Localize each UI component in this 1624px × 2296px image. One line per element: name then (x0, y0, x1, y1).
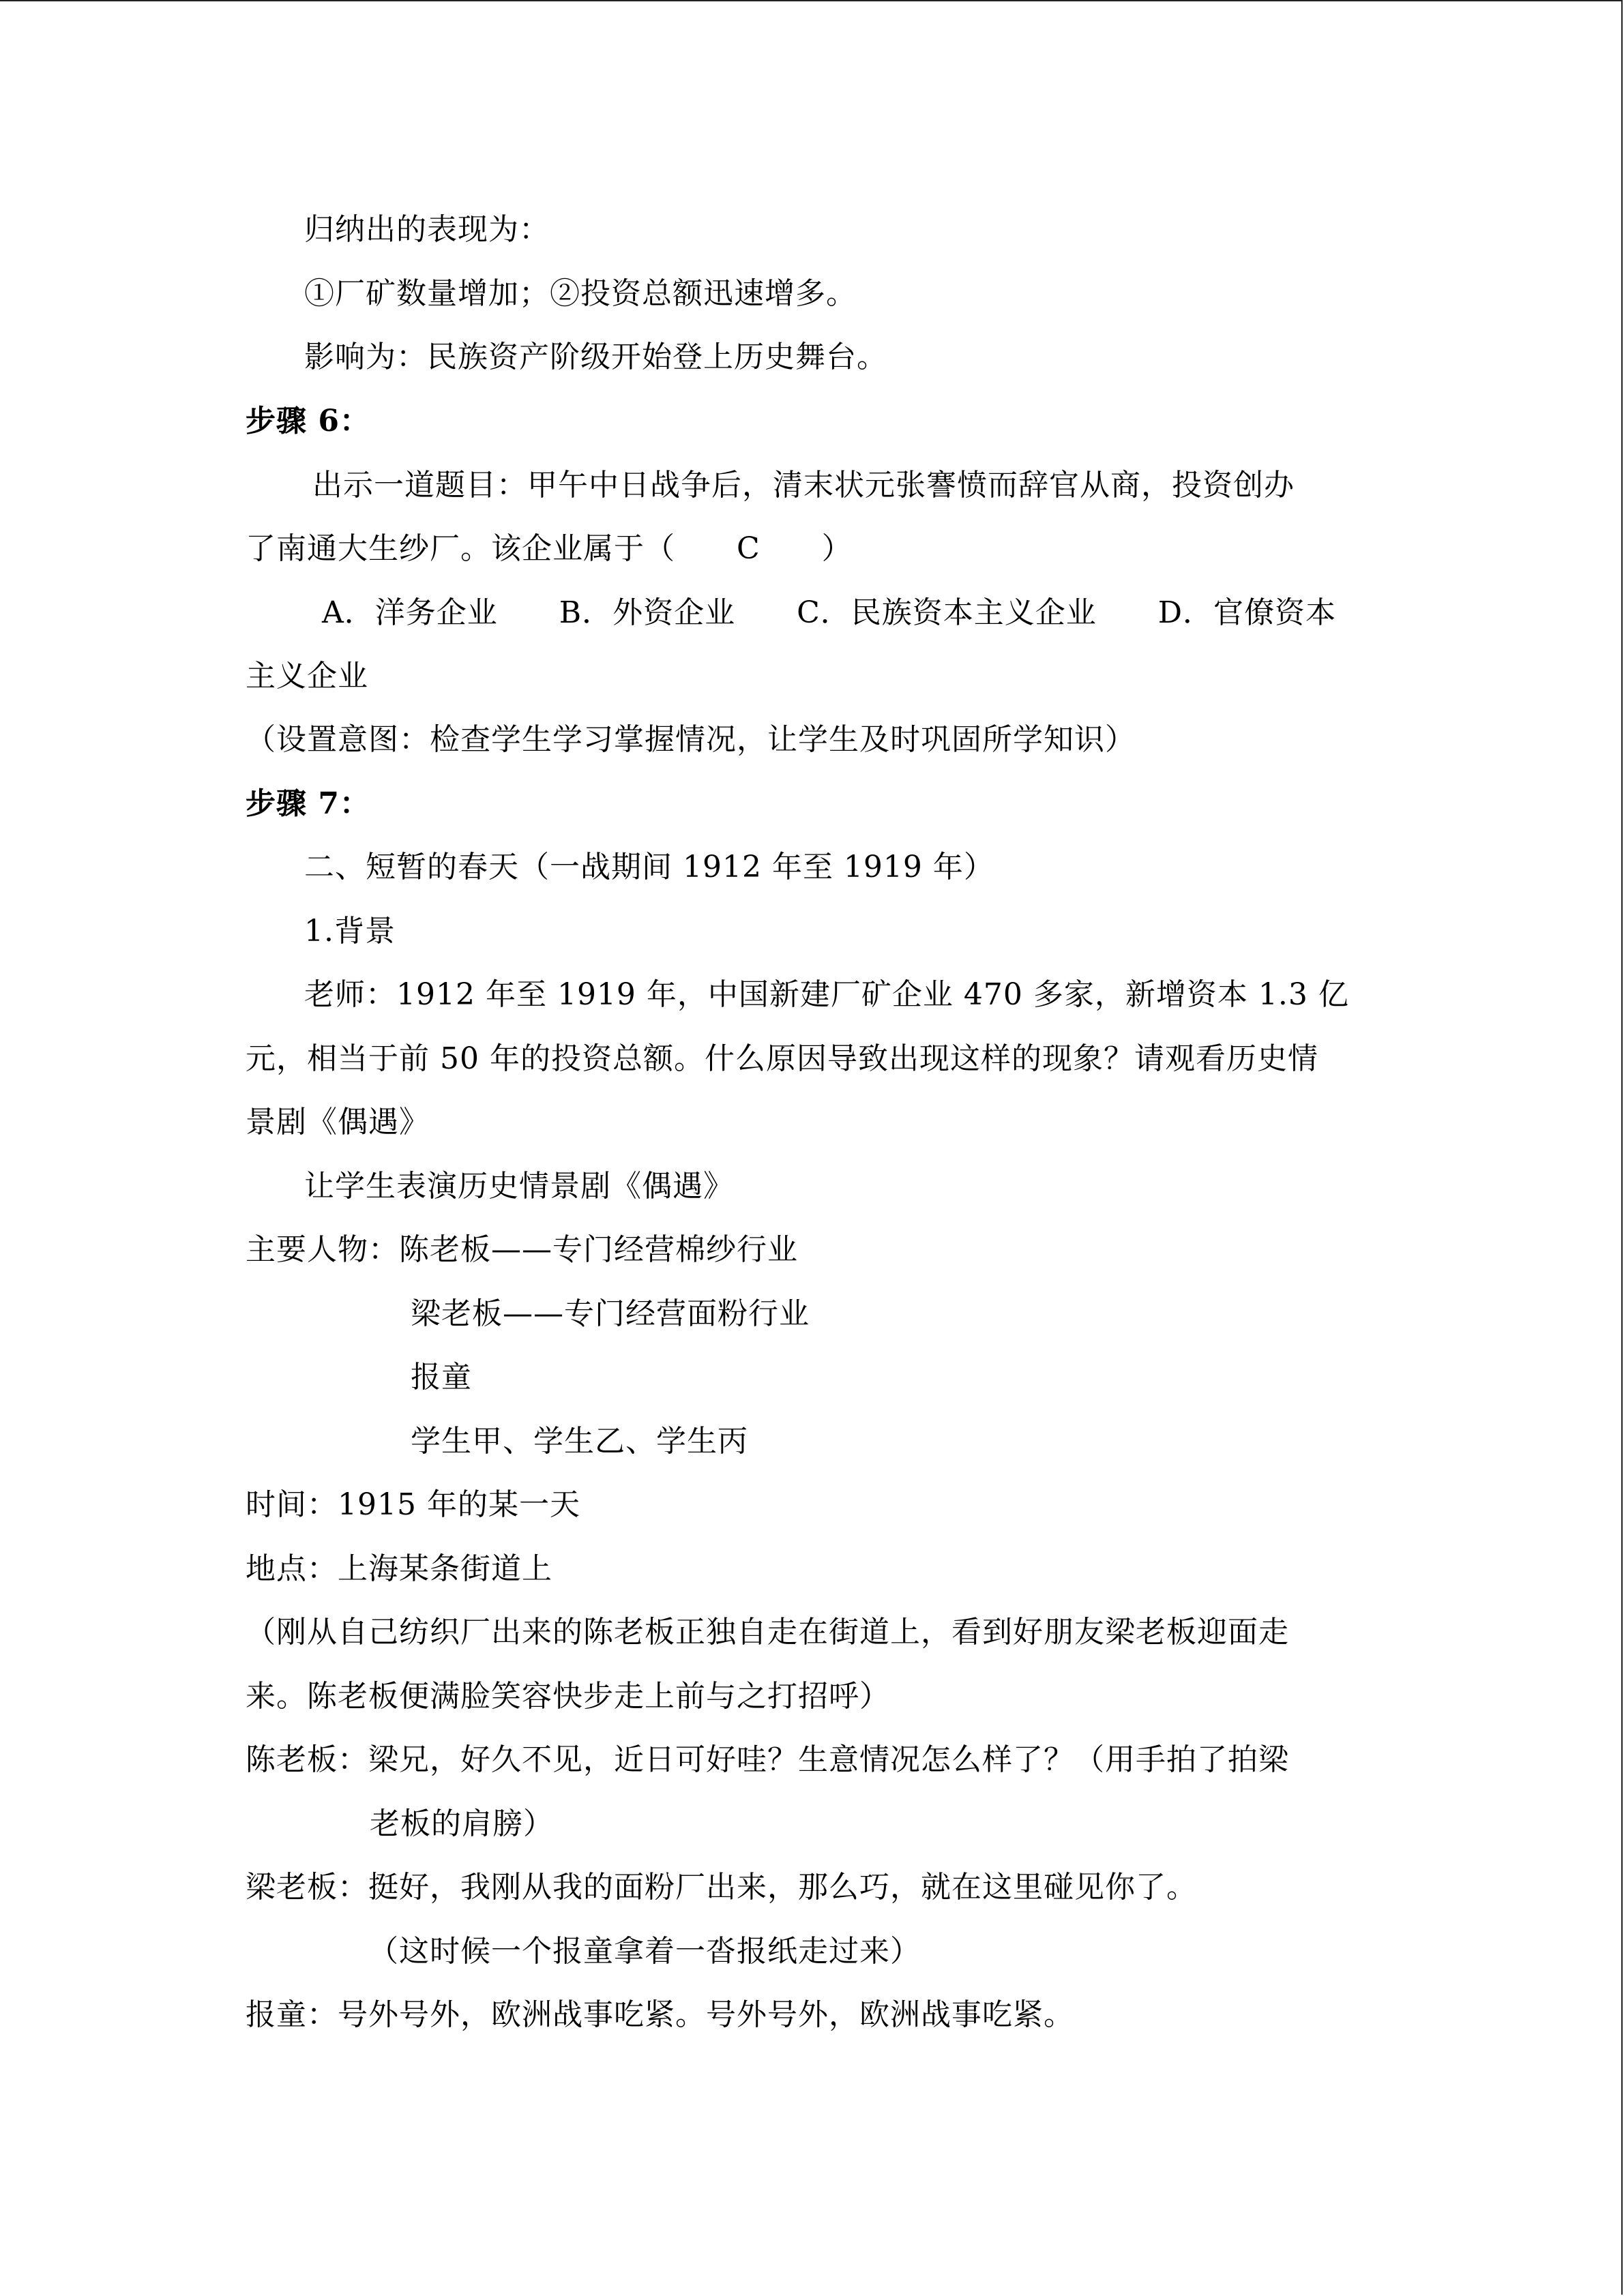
play-instruction: 让学生表演历史情景剧《偶遇》 (304, 1169, 734, 1204)
characters-line-1: 主要人物：陈老板——专门经营棉纱行业 (246, 1232, 798, 1267)
play-place: 地点：上海某条街道上 (246, 1551, 552, 1586)
design-intent: （设置意图：检查学生学习掌握情况，让学生及时巩固所学知识） (246, 722, 1136, 757)
dialogue-chen-2: 老板的肩膀） (370, 1806, 554, 1841)
question-options: A．洋务企业 B．外资企业 C．民族资本主义企业 D．官僚资本 (322, 595, 1337, 630)
stage-direction-2: 来。陈老板便满脸笑容快步走上前与之打招呼） (246, 1679, 890, 1714)
question-line-1: 出示一道题目：甲午中日战争后，清末状元张謇愤而辞官从商，投资创办 (312, 468, 1295, 503)
stage-direction-3: （这时候一个报童拿着一沓报纸走过来） (368, 1934, 921, 1969)
play-time: 时间：1915 年的某一天 (246, 1487, 580, 1522)
step-6-heading: 步骤 6： (246, 404, 370, 438)
characters-line-4: 学生甲、学生乙、学生丙 (411, 1424, 748, 1459)
summary-heading: 归纳出的表现为： (304, 212, 550, 247)
section-title: 二、短暂的春天（一战期间 1912 年至 1919 年） (304, 850, 994, 884)
summary-impact: 影响为：民族资产阶级开始登上历史舞台。 (304, 340, 887, 374)
question-options-cont: 主义企业 (246, 659, 368, 694)
subsection-background: 1.背景 (304, 914, 396, 949)
question-line-2: 了南通大生纱厂。该企业属于（ C ） (246, 531, 853, 566)
characters-line-3: 报童 (411, 1360, 472, 1395)
dialogue-chen-1: 陈老板：梁兄，好久不见，近日可好哇？生意情况怎么样了？（用手拍了拍梁 (246, 1742, 1289, 1777)
summary-points: ①厂矿数量增加；②投资总额迅速增多。 (304, 276, 857, 311)
teacher-line-2: 元，相当于前 50 年的投资总额。什么原因导致出现这样的现象？请观看历史情 (246, 1041, 1318, 1076)
dialogue-liang: 梁老板：挺好，我刚从我的面粉厂出来，那么巧，就在这里碰见你了。 (246, 1870, 1197, 1905)
teacher-line-1: 老师：1912 年至 1919 年，中国新建厂矿企业 470 多家，新增资本 1.3 亿 (304, 977, 1349, 1012)
teacher-line-3: 景剧《偶遇》 (246, 1105, 430, 1139)
characters-line-2: 梁老板——专门经营面粉行业 (411, 1296, 810, 1331)
stage-direction-1: （刚从自己纺织厂出来的陈老板正独自走在街道上，看到好朋友梁老板迎面走 (246, 1615, 1289, 1650)
step-7-heading: 步骤 7： (246, 786, 370, 821)
dialogue-newsboy: 报童：号外号外，欧洲战事吃紧。号外号外，欧洲战事吃紧。 (246, 1997, 1074, 2032)
